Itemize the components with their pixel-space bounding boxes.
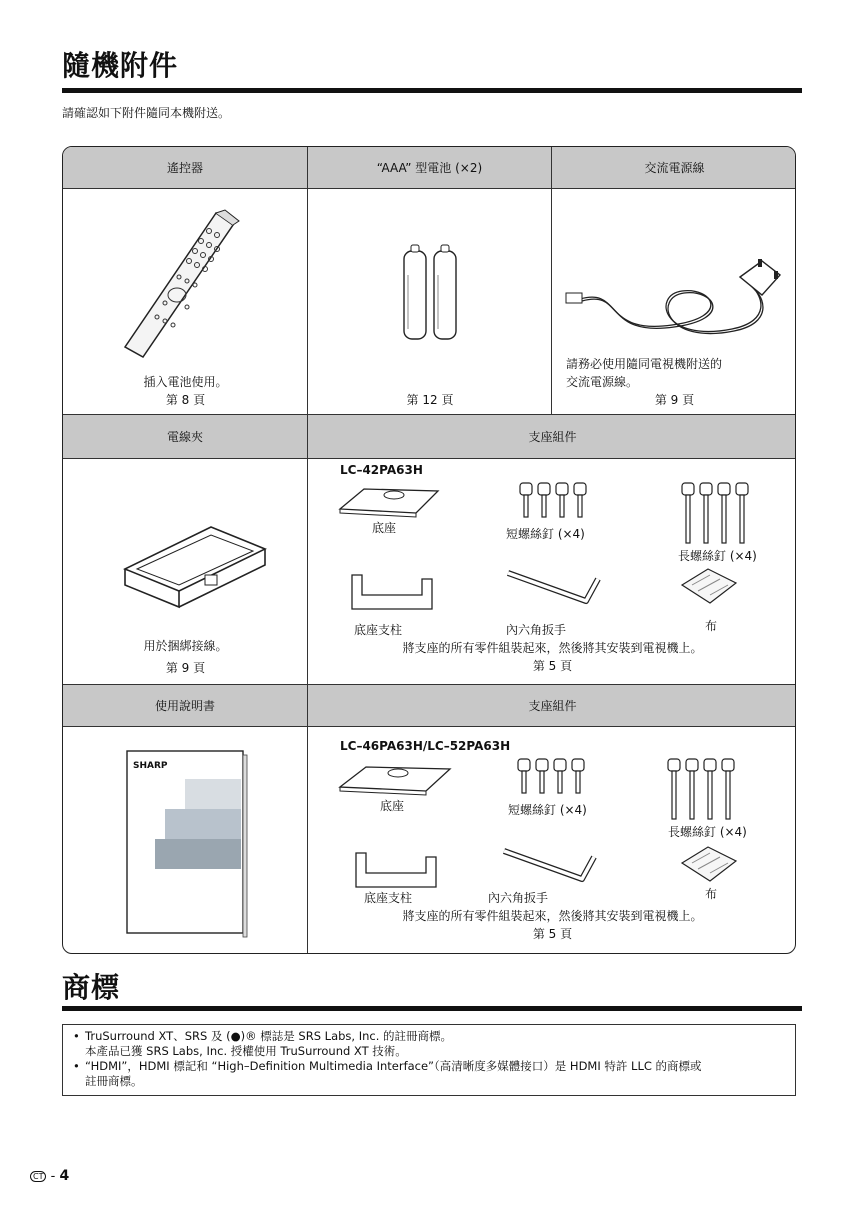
stand-base-icon-2 (338, 761, 458, 801)
section-title: 隨機附件 (62, 49, 179, 82)
trademark-title: 商標 (62, 971, 121, 1004)
page-footer (30, 1168, 69, 1184)
trademark-item-1-line-2: 本產品已獲 SRS Labs, Inc. 授權使用 TruSurround XT 技術。 (85, 1044, 407, 1058)
trademark-item-2-line-2: 註冊商標。 (85, 1074, 143, 1088)
header-manual: 使用說明書 (63, 685, 308, 727)
stand2-short-screws-label: 短螺絲釘 (×4) (508, 803, 587, 817)
stand1-base-label: 底座 (372, 521, 397, 535)
stand-base-icon (338, 483, 448, 523)
cell-stand-1 (308, 459, 796, 685)
battery-page: 第 12 頁 (406, 393, 454, 407)
short-screws-icon (518, 481, 594, 521)
stand1-post-label: 底座支柱 (354, 623, 403, 637)
power-cord-page: 第 9 頁 (654, 393, 695, 407)
power-cord-icon (562, 247, 792, 337)
stand2-wrench-label: 內六角扳手 (488, 891, 549, 905)
stand-post-icon-2 (354, 851, 444, 891)
cell-battery (308, 189, 552, 415)
long-screws-icon-2 (666, 757, 742, 823)
header-power-cord: 交流電源線 (552, 147, 796, 189)
stand1-cloth-label: 布 (705, 619, 718, 633)
remote-note: 插入電池使用。 (143, 375, 228, 389)
cable-clamp-icon (115, 509, 275, 609)
intro-text: 請確認如下附件隨同本機附送。 (62, 106, 231, 120)
stand2-cloth-label: 布 (705, 887, 718, 901)
clamp-page: 第 9 頁 (165, 661, 206, 675)
footer-separator: - (50, 1169, 56, 1184)
stand1-model: LC–42PA63H (340, 463, 423, 477)
cell-manual (63, 727, 308, 953)
language-badge: CT (30, 1171, 46, 1182)
stand2-long-screws-label: 長螺絲釘 (×4) (668, 825, 747, 839)
remote-icon (121, 207, 241, 367)
trademark-item-2-line-1: • “HDMI”，HDMI 標記和 “High–Definition Multimedia Interface”（高清晰度多媒體接口）是 HDMI 特許 LLC 的商標或 (71, 1059, 787, 1074)
header-clamp: 電線夾 (63, 415, 308, 459)
clamp-note: 用於捆綁接線。 (143, 639, 228, 653)
page-number: 4 (59, 1168, 70, 1184)
cell-stand-2 (308, 727, 796, 953)
stand-post-icon (350, 573, 440, 613)
trademark-item-1-line-1: • TruSurround XT、SRS 及 (●)® 標誌是 SRS Labs, Inc. 的註冊商標。 (71, 1029, 787, 1044)
stand1-short-screws-label: 短螺絲釘 (×4) (506, 527, 585, 541)
cloth-icon (680, 567, 740, 607)
cell-power-cord (552, 189, 796, 415)
stand1-page: 第 5 頁 (532, 659, 573, 673)
long-screws-icon (680, 481, 756, 547)
accessories-table (62, 146, 796, 954)
stand1-instruction: 將支座的所有零件組裝起來，然後將其安裝到電視機上。 (402, 641, 703, 655)
header-remote: 遙控器 (63, 147, 308, 189)
title-rule (62, 88, 802, 93)
cell-remote (63, 189, 308, 415)
header-battery: “AAA” 型電池 (×2) (308, 147, 552, 189)
stand2-model: LC–46PA63H/LC–52PA63H (340, 739, 511, 753)
trademark-rule (62, 1006, 802, 1011)
hex-wrench-icon (506, 569, 606, 609)
manual-book-icon (125, 749, 251, 939)
header-stand-1: 支座組件 (308, 415, 796, 459)
battery-icon (400, 245, 460, 345)
trademark-box (62, 1024, 796, 1096)
cell-clamp (63, 459, 308, 685)
stand2-page: 第 5 頁 (532, 927, 573, 941)
power-cord-note-line2: 交流電源線。 (566, 375, 639, 389)
power-cord-note-line1: 請務必使用隨同電視機附送的 (566, 357, 723, 371)
stand1-wrench-label: 內六角扳手 (506, 623, 567, 637)
remote-page: 第 8 頁 (165, 393, 206, 407)
stand1-long-screws-label: 長螺絲釘 (×4) (678, 549, 757, 563)
manual-brand: SHARP (133, 761, 168, 771)
cloth-icon-2 (680, 845, 740, 885)
short-screws-icon-2 (516, 757, 592, 797)
header-stand-2: 支座組件 (308, 685, 796, 727)
hex-wrench-icon-2 (502, 847, 602, 887)
stand2-post-label: 底座支柱 (364, 891, 413, 905)
stand2-base-label: 底座 (380, 799, 405, 813)
stand2-instruction: 將支座的所有零件組裝起來，然後將其安裝到電視機上。 (402, 909, 703, 923)
